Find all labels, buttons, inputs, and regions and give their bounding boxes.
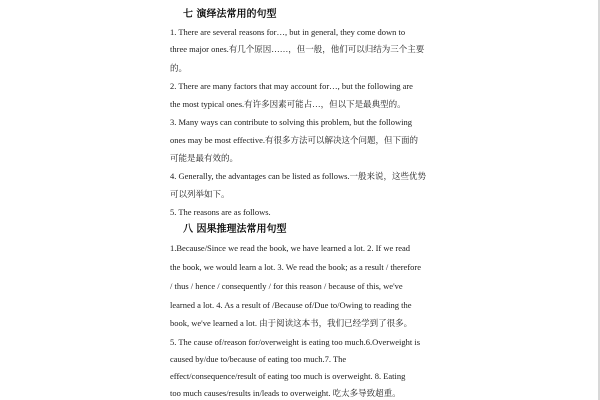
text-line: 可以列举如下。 <box>170 189 230 199</box>
text-line: ones may be most effective.有很多方法可以解决这个问题，但下面的 <box>170 135 418 145</box>
text-line: 5. The reasons are as follows. <box>170 207 271 217</box>
text-line: 2. There are many factors that may account for…, but the following are <box>170 81 413 91</box>
section-heading-deduction: 七 演绎法常用的句型 <box>183 9 277 20</box>
text-line: book, we've learned a lot. 由于阅读这本书，我们已经学到了很多。 <box>170 318 413 328</box>
text-line: the book, we would learn a lot. 3. We read the book; as a result / therefore <box>170 262 422 272</box>
text-line: the most typical ones.有许多因素可能占…，但以下是最典型的。 <box>170 99 406 109</box>
text-line: 3. Many ways can contribute to solving this problem, but the following <box>170 117 412 127</box>
text-line: 5. The cause of/reason for/overweight is eating too much.6.Overweight is <box>170 337 421 347</box>
text-line: three major ones.有几个原因……，但一般，他们可以归结为三个主要 <box>170 44 425 54</box>
text-line: learned a lot. 4. As a result of /Because of/Due to/Owing to reading the <box>170 300 412 310</box>
text-line: too much causes/results in/leads to overweight. 吃太多导致超重。 <box>170 388 401 398</box>
section-heading-causal: 八 因果推理法常用句型 <box>183 224 287 235</box>
text-line: 的。 <box>170 63 188 73</box>
text-line: 4. Generally, the advantages can be listed as follows.一般来说，这些优势 <box>170 171 427 181</box>
text-line: 1.Because/Since we read the book, we have learned a lot. 2. If we read <box>170 243 411 253</box>
text-line: 可能是最有效的。 <box>170 153 239 163</box>
text-line: caused by/due to/because of eating too much.7. The <box>170 354 347 364</box>
text-line: / thus / hence / consequently / for this reason / because of this, we've <box>170 281 403 291</box>
text-line: 1. There are several reasons for…, but in general, they come down to <box>170 27 406 37</box>
text-line: effect/consequence/result of eating too much is overweight. 8. Eating <box>170 371 406 381</box>
